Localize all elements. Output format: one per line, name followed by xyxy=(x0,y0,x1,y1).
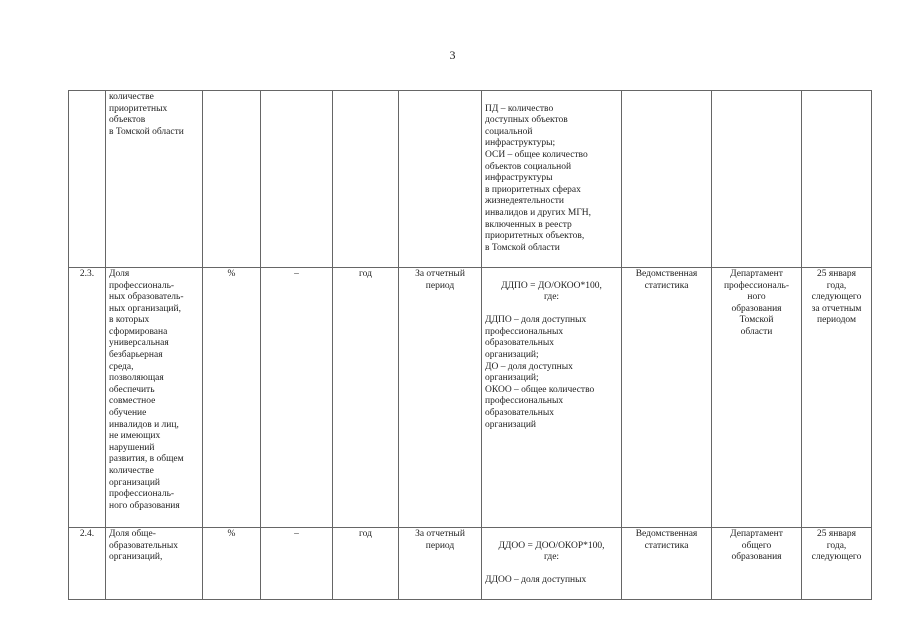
time-characteristic-cell: За отчетный период xyxy=(399,267,482,527)
table-row xyxy=(69,527,872,600)
indicator-cell: количестве приоритетных объектов в Томской области xyxy=(106,91,203,268)
time-characteristic-cell xyxy=(399,91,482,268)
formula-text: ДДОО – доля доступных xyxy=(485,575,587,586)
formula-cell xyxy=(482,267,622,527)
row-number-cell: 2.3. xyxy=(69,267,106,527)
formula-cell xyxy=(482,527,622,600)
row-number-cell xyxy=(69,91,106,268)
indicator-cell: Доля профессиональ- ных образователь- ных организаций, в которых сформирована универсальная безбарьерная среда, позволяющая обеспечить совместное обучение инвалидов и лиц, не имеющих нарушений развития, в общем количестве организаций профессиональ- ного образования xyxy=(106,267,203,527)
unit-cell: % xyxy=(203,267,261,527)
periodicity-cell: год xyxy=(333,267,399,527)
indicator-cell: Доля обще- образовательных организаций, xyxy=(106,527,203,600)
source-cell: Ведомственная статистика xyxy=(622,527,712,600)
source-cell xyxy=(622,91,712,268)
formula-cell xyxy=(482,91,622,268)
periodicity-cell: год xyxy=(333,527,399,600)
time-characteristic-cell: За отчетный период xyxy=(399,527,482,600)
table-row xyxy=(69,267,872,527)
base-value-cell: – xyxy=(261,267,333,527)
unit-cell xyxy=(203,91,261,268)
formula-text: ДДПО – доля доступных профессиональных образовательных организаций; ДО – доля доступных организаций; ОКОО – общее количество профессиональных образовательных организаций xyxy=(485,315,595,430)
responsible-cell xyxy=(712,91,802,268)
deadline-cell: 25 января года, следующего xyxy=(802,527,872,600)
unit-cell: % xyxy=(203,527,261,600)
source-cell: Ведомственная статистика xyxy=(622,267,712,527)
table-row xyxy=(69,91,872,268)
page-number: 3 xyxy=(449,48,456,62)
row-number-cell: 2.4. xyxy=(69,527,106,600)
base-value-cell xyxy=(261,91,333,268)
indicators-table xyxy=(68,90,872,600)
responsible-cell: Департамент общего образования xyxy=(712,527,802,600)
formula-text: ПД – количество доступных объектов социальной инфраструктуры; ОСИ – общее количество объектов социальной инфраструктуры в приоритетных сферах жизнедеятельности инвалидов и других МГН, включенных в реестр приоритетных объектов, в Томской области xyxy=(485,103,592,253)
deadline-cell: 25 января года, следующего за отчетным периодом xyxy=(802,267,872,527)
formula-head: ДДПО = ДО/ОКОО*100, где: xyxy=(501,280,602,303)
formula-head: ДДОО = ДОО/ОКОР*100, где: xyxy=(498,540,605,563)
base-value-cell: – xyxy=(261,527,333,600)
responsible-cell: Департамент профессиональ- ного образования Томской области xyxy=(712,267,802,527)
periodicity-cell xyxy=(333,91,399,268)
deadline-cell xyxy=(802,91,872,268)
